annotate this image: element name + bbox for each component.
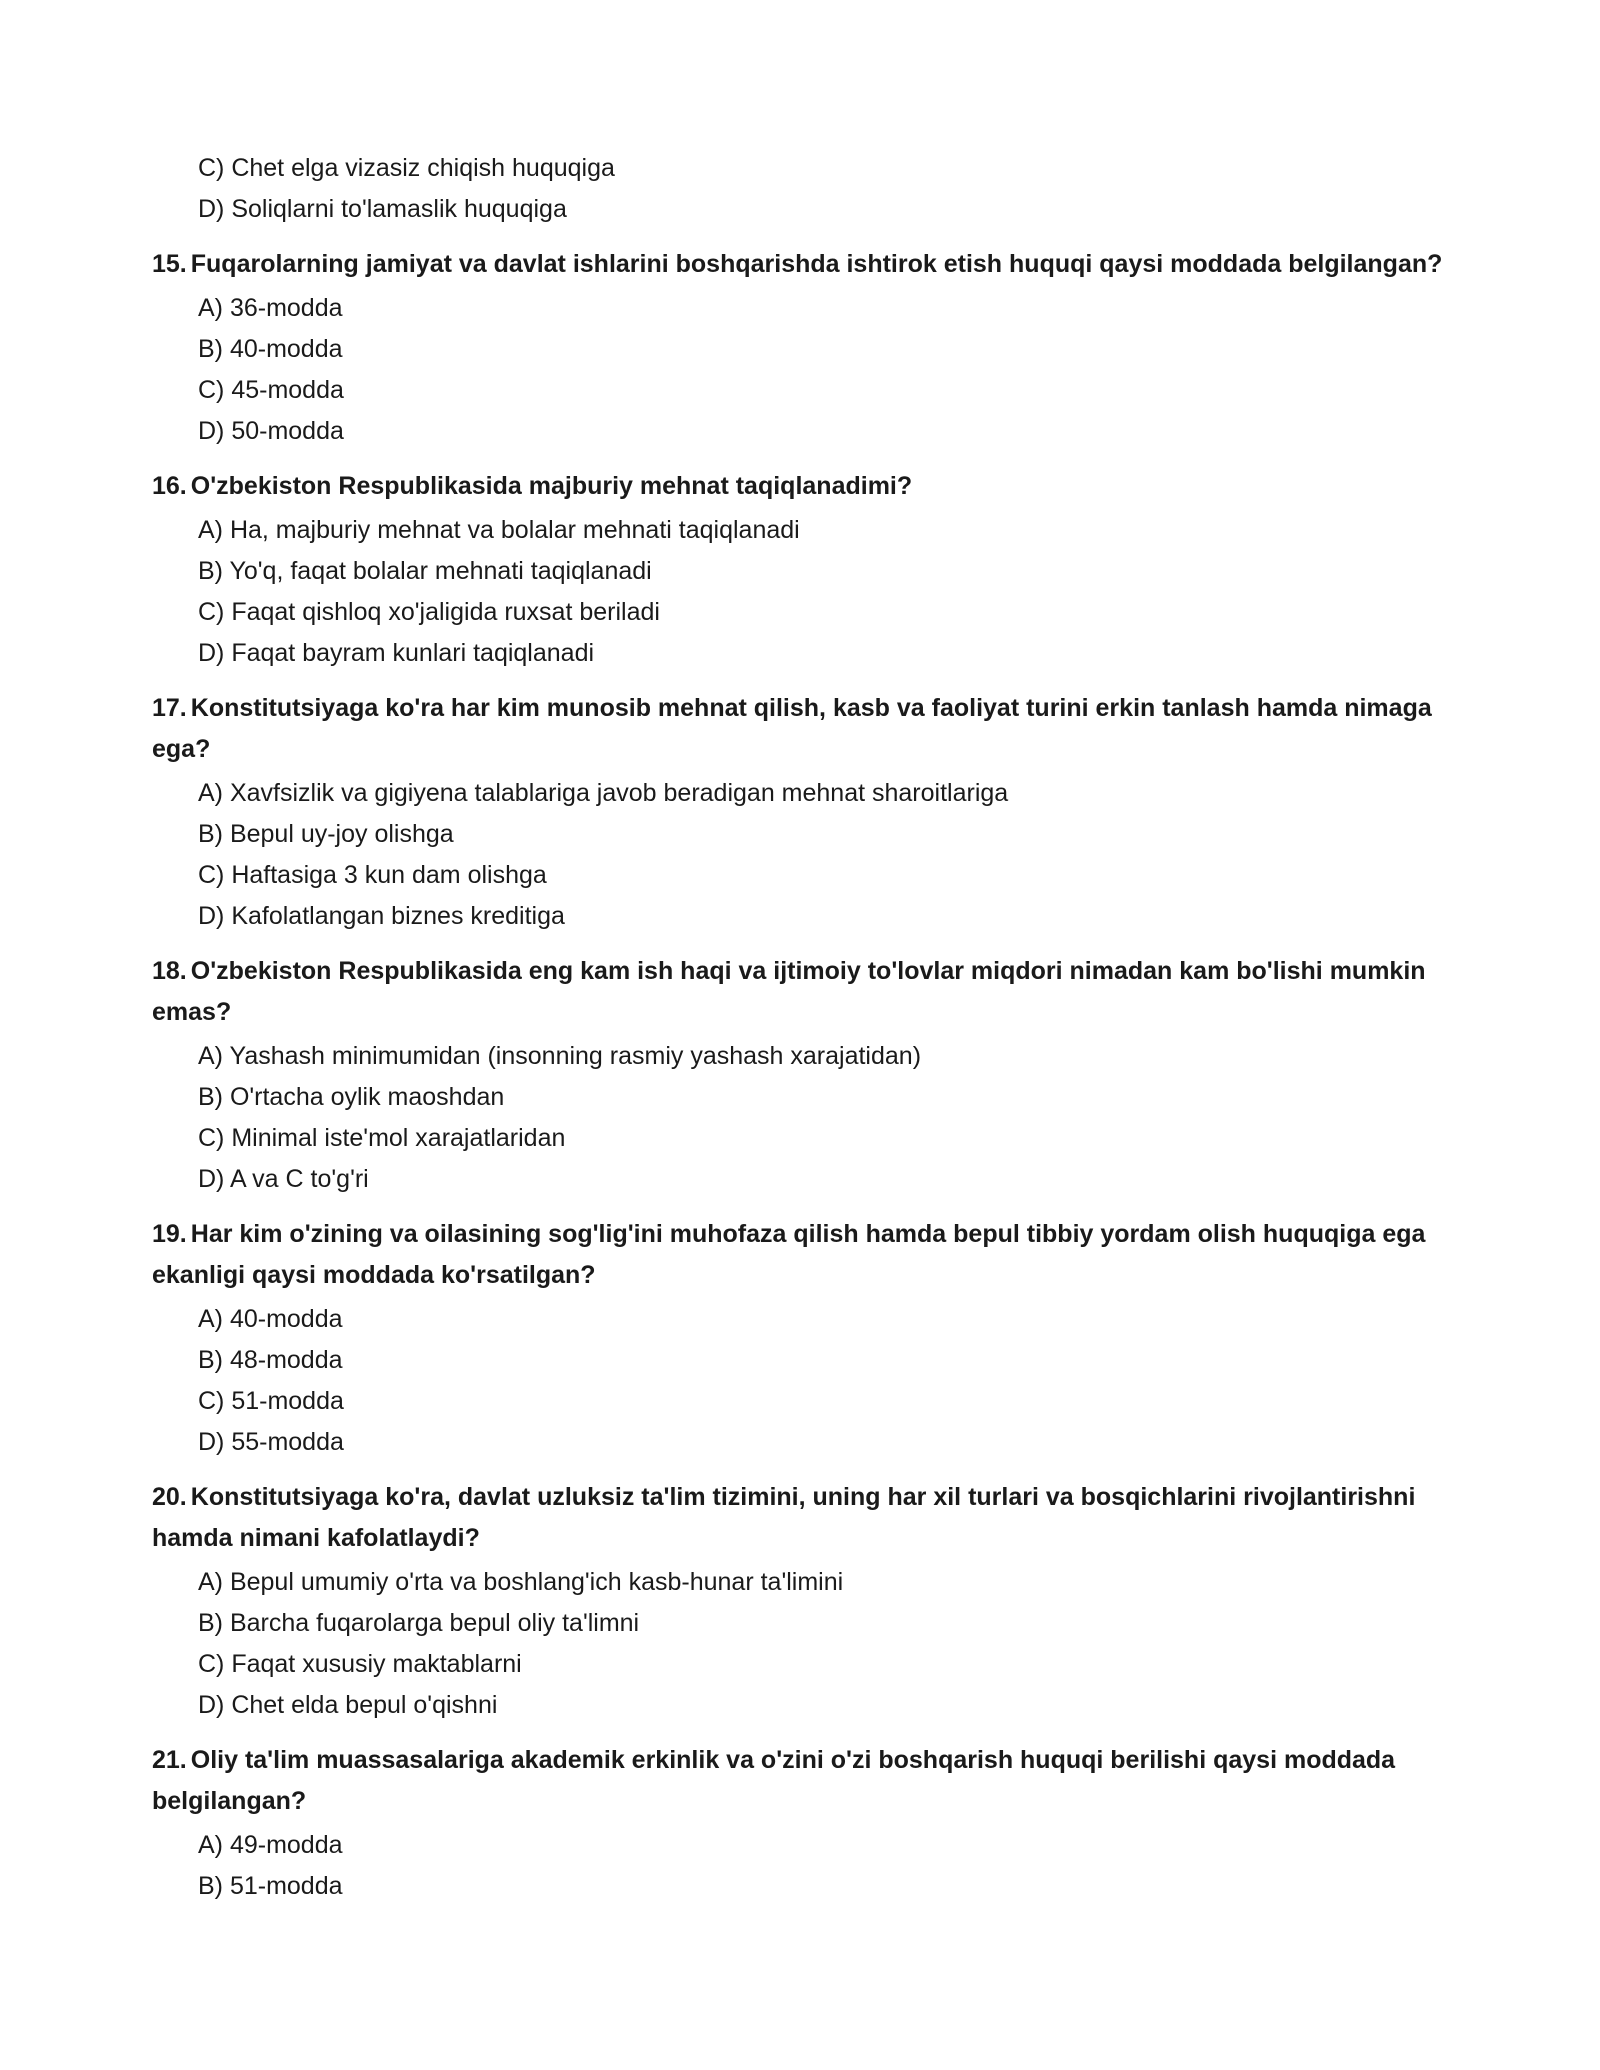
answer-option: D) Faqat bayram kunlari taqiqlanadi	[198, 639, 595, 667]
question-text: Konstitutsiyaga ko'ra har kim munosib mehnat qilish, kasb va faoliyat turini erkin tanlash hamda nimaga ega?	[152, 694, 1432, 763]
answer-option: C) 51-modda	[198, 1387, 344, 1415]
answer-option: B) O'rtacha oylik maoshdan	[198, 1083, 505, 1111]
answer-option: C) Chet elga vizasiz chiqish huquqiga	[198, 154, 615, 182]
answer-option: B) 48-modda	[198, 1346, 343, 1374]
question-text: O'zbekiston Respublikasida eng kam ish haqi va ijtimoiy to'lovlar miqdori nimadan kam bo'lishi mumkin emas?	[152, 957, 1426, 1026]
question-number: 16.	[152, 472, 187, 500]
answer-option: B) 40-modda	[198, 335, 343, 363]
answer-option: A) 49-modda	[198, 1831, 343, 1859]
question-number: 17.	[152, 694, 187, 722]
answer-option: D) 50-modda	[198, 417, 344, 445]
answer-option: A) Bepul umumiy o'rta va boshlang'ich kasb-hunar ta'limini	[198, 1568, 844, 1596]
question-text: O'zbekiston Respublikasida majburiy mehnat taqiqlanadimi?	[190, 472, 913, 500]
question-heading	[152, 688, 1452, 770]
answer-option: A) Xavfsizlik va gigiyena talablariga javob beradigan mehnat sharoitlariga	[198, 779, 1009, 807]
question-number: 15.	[152, 250, 187, 278]
question-number: 19.	[152, 1220, 187, 1248]
answer-option: D) A va C to'g'ri	[198, 1165, 369, 1193]
answer-option: A) Yashash minimumidan (insonning rasmiy yashash xarajatidan)	[198, 1042, 922, 1070]
question-text: Fuqarolarning jamiyat va davlat ishlarini boshqarishda ishtirok etish huquqi qaysi moddada belgilangan?	[190, 250, 1443, 278]
question-number: 18.	[152, 957, 187, 985]
answer-option: A) 40-modda	[198, 1305, 343, 1333]
question-number: 21.	[152, 1746, 187, 1774]
answer-option: B) Bepul uy-joy olishga	[198, 820, 454, 848]
answer-option: B) Yo'q, faqat bolalar mehnati taqiqlanadi	[198, 557, 652, 585]
question-heading	[152, 466, 1452, 507]
answer-option: C) Faqat xususiy maktablarni	[198, 1650, 522, 1678]
answer-option: C) 45-modda	[198, 376, 344, 404]
answer-option: D) 55-modda	[198, 1428, 344, 1456]
question-number: 20.	[152, 1483, 187, 1511]
answer-option: A) 36-modda	[198, 294, 343, 322]
answer-option: D) Soliqlarni to'lamaslik huquqiga	[198, 195, 567, 223]
question-heading	[152, 244, 1452, 285]
answer-option: C) Faqat qishloq xo'jaligida ruxsat beriladi	[198, 598, 660, 626]
question-heading	[152, 1214, 1452, 1296]
answer-option: B) Barcha fuqarolarga bepul oliy ta'limni	[198, 1609, 640, 1637]
answer-option: C) Haftasiga 3 kun dam olishga	[198, 861, 547, 889]
answer-option: B) 51-modda	[198, 1872, 343, 1900]
answer-option: A) Ha, majburiy mehnat va bolalar mehnati taqiqlanadi	[198, 516, 800, 544]
answer-option: C) Minimal iste'mol xarajatlaridan	[198, 1124, 566, 1152]
question-text: Har kim o'zining va oilasining sog'lig'ini muhofaza qilish hamda bepul tibbiy yordam olish huquqiga ega ekanligi qaysi moddada ko'rsatilgan?	[152, 1220, 1426, 1289]
question-heading	[152, 1740, 1452, 1822]
question-text: Oliy ta'lim muassasalariga akademik erkinlik va o'zini o'zi boshqarish huquqi berilishi qaysi moddada belgilangan?	[152, 1746, 1396, 1815]
answer-option: D) Chet elda bepul o'qishni	[198, 1691, 498, 1719]
question-text: Konstitutsiyaga ko'ra, davlat uzluksiz ta'lim tizimini, uning har xil turlari va bosqichlarini rivojlantirishni hamda nimani kafolatlaydi?	[152, 1483, 1416, 1552]
question-heading	[152, 951, 1452, 1033]
answer-option: D) Kafolatlangan biznes kreditiga	[198, 902, 565, 930]
question-heading	[152, 1477, 1452, 1559]
